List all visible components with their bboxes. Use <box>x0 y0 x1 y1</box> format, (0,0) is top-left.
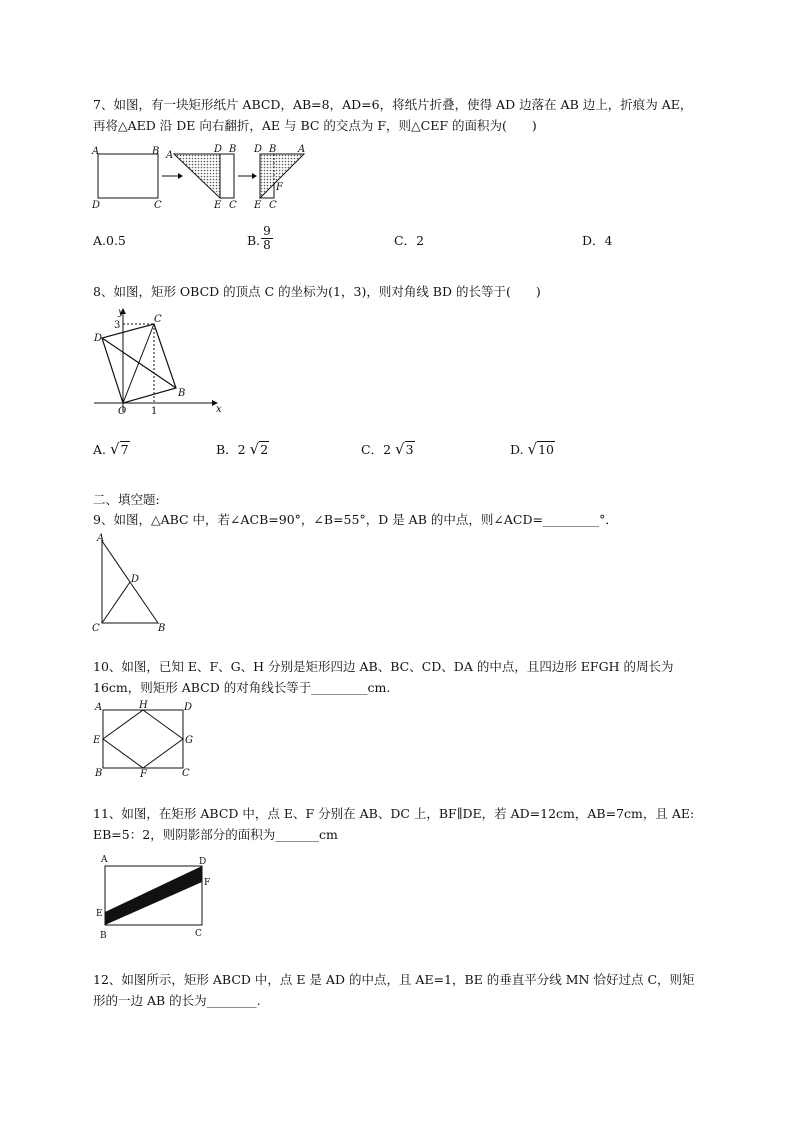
q8-label-O: O <box>118 406 127 417</box>
q7-option-b-denominator: 8 <box>263 238 271 252</box>
q11-label-B: B <box>100 931 107 941</box>
q7-label-B1: B <box>152 146 160 157</box>
q11-label-C: C <box>195 929 202 939</box>
q11-figure <box>92 852 217 944</box>
q7-option-b-numerator: 9 <box>261 225 273 239</box>
q10-label-E: E <box>93 735 101 746</box>
q9-median-CD <box>102 582 130 623</box>
q8-label-D: D <box>94 333 103 344</box>
q7-label-A2: A <box>166 150 174 161</box>
q8-figure <box>92 306 222 418</box>
q7-label-C3: C <box>269 200 277 211</box>
q8-label-y: y <box>118 307 124 318</box>
q7-label-C2: C <box>229 200 237 211</box>
q7-option-c: C．2 <box>394 233 425 248</box>
q7-text-line2: 再将△AED 沿 DE 向右翻折，AE 与 BC 的交点为 F，则△CEF 的面积为( ) <box>93 118 537 133</box>
q8-segment-OC <box>123 324 154 403</box>
q10-label-A: A <box>95 702 103 713</box>
q9-label-A: A <box>97 533 105 544</box>
q10-label-C: C <box>182 768 190 779</box>
q9-label-D: D <box>131 574 140 585</box>
q9-text-line1: 9、如图，△ABC 中，若∠ACB=90°，∠B=55°，D 是 AB 的中点，则∠ACD=_________°． <box>93 512 618 527</box>
q11-text-line1: 11、如图，在矩形 ABCD 中，点 E、F 分别在 AB、DC 上，BF∥DE，若 AD=12cm，AB=7cm，且 AE: <box>93 806 695 821</box>
q8-option-c <box>361 441 415 458</box>
q10-text-line2: 16cm，则矩形 ABCD 的对角线长等于_________cm. <box>93 680 391 695</box>
q7-label-A1: A <box>92 146 100 157</box>
q8-label-B: B <box>178 388 186 399</box>
q9-figure <box>92 533 172 633</box>
q7-figure <box>92 142 312 212</box>
q8-option-d <box>510 441 555 458</box>
q7-option-d: D．4 <box>582 233 613 248</box>
q10-text-line1: 10、如图，已知 E、F、G、H 分别是矩形四边 AB、BC、CD、DA 的中点，且四边形 EFGH 的周长为 <box>93 659 674 674</box>
q8-option-d-sqrt: √10 <box>527 440 555 458</box>
q7-label-D3: D <box>254 144 263 155</box>
q7-label-D1: D <box>92 200 101 211</box>
q10-quadrilateral-EFGH <box>103 710 183 768</box>
q10-label-F: F <box>140 769 147 780</box>
q7-label-B2: B <box>229 144 237 155</box>
q8-option-d-radicand: 10 <box>538 442 555 457</box>
q7-label-D2: D <box>214 144 223 155</box>
q7-label-E2: E <box>214 200 222 211</box>
q7-label-B3: B <box>269 144 277 155</box>
q7-text-line1: 7、如图，有一块矩形纸片 ABCD，AB=8，AD=6，将纸片折叠，使得 AD 边落在 AB 边上，折痕为 AE， <box>93 97 693 112</box>
q11-label-E: E <box>96 909 103 919</box>
q8-option-c-prefix: C．2 <box>361 442 392 457</box>
q11-label-A: A <box>101 855 108 865</box>
q12-text-line2: 形的一边 AB 的长为________. <box>93 993 261 1008</box>
q8-option-b-sqrt: √2 <box>249 440 269 458</box>
q7-option-a: A.0.5 <box>93 233 126 248</box>
q8-option-c-radicand: 3 <box>405 442 414 457</box>
q12-text-line1: 12、如图所示，矩形 ABCD 中，点 E 是 AD 的中点，且 AE=1，BE 的垂直平分线 MN 恰好过点 C，则矩 <box>93 972 695 987</box>
q10-label-D: D <box>184 702 193 713</box>
q8-label-C: C <box>154 314 162 325</box>
q10-rectangle-ABCD <box>103 710 183 768</box>
q7-label-A3: A <box>298 144 306 155</box>
q11-label-D: D <box>199 857 207 867</box>
q9-label-C: C <box>92 623 100 634</box>
q7-label-E3: E <box>254 200 262 211</box>
q8-option-b-radicand: 2 <box>260 442 269 457</box>
q7-label-F3: F <box>276 182 283 193</box>
q7-label-C1: C <box>154 200 162 211</box>
q10-label-G: G <box>185 735 193 746</box>
q7-option-b-prefix: B. <box>247 233 261 248</box>
section2-title: 二、填空题: <box>93 492 160 507</box>
q7-option-b-fraction <box>261 225 273 252</box>
q8-option-b <box>216 441 269 458</box>
q8-option-a-radicand: 7 <box>120 442 129 457</box>
q10-figure <box>92 700 197 780</box>
q8-label-one: 1 <box>151 406 158 417</box>
q8-label-three: 3 <box>114 320 121 331</box>
q8-option-c-sqrt: √3 <box>395 440 414 458</box>
q8-option-b-prefix: B．2 <box>216 442 246 457</box>
q11-text-line2: EB=5：2，则阴影部分的面积为_______cm <box>93 827 338 842</box>
q10-label-H: H <box>139 700 148 711</box>
q7-fig1-rectangle <box>98 154 158 198</box>
q8-option-a-prefix: A. <box>93 442 107 457</box>
q8-label-x: x <box>216 404 222 415</box>
q11-shaded-band <box>105 866 202 925</box>
q8-text-line1: 8、如图，矩形 OBCD 的顶点 C 的坐标为(1，3)，则对角线 BD 的长等于( ) <box>93 284 541 299</box>
q10-label-B: B <box>95 768 103 779</box>
q8-option-a <box>93 441 130 458</box>
q11-label-F: F <box>204 878 211 888</box>
q8-option-d-prefix: D. <box>510 442 524 457</box>
q9-label-B: B <box>158 623 166 634</box>
q8-option-a-sqrt: √7 <box>110 440 129 458</box>
q7-fig2-strip <box>220 154 234 198</box>
